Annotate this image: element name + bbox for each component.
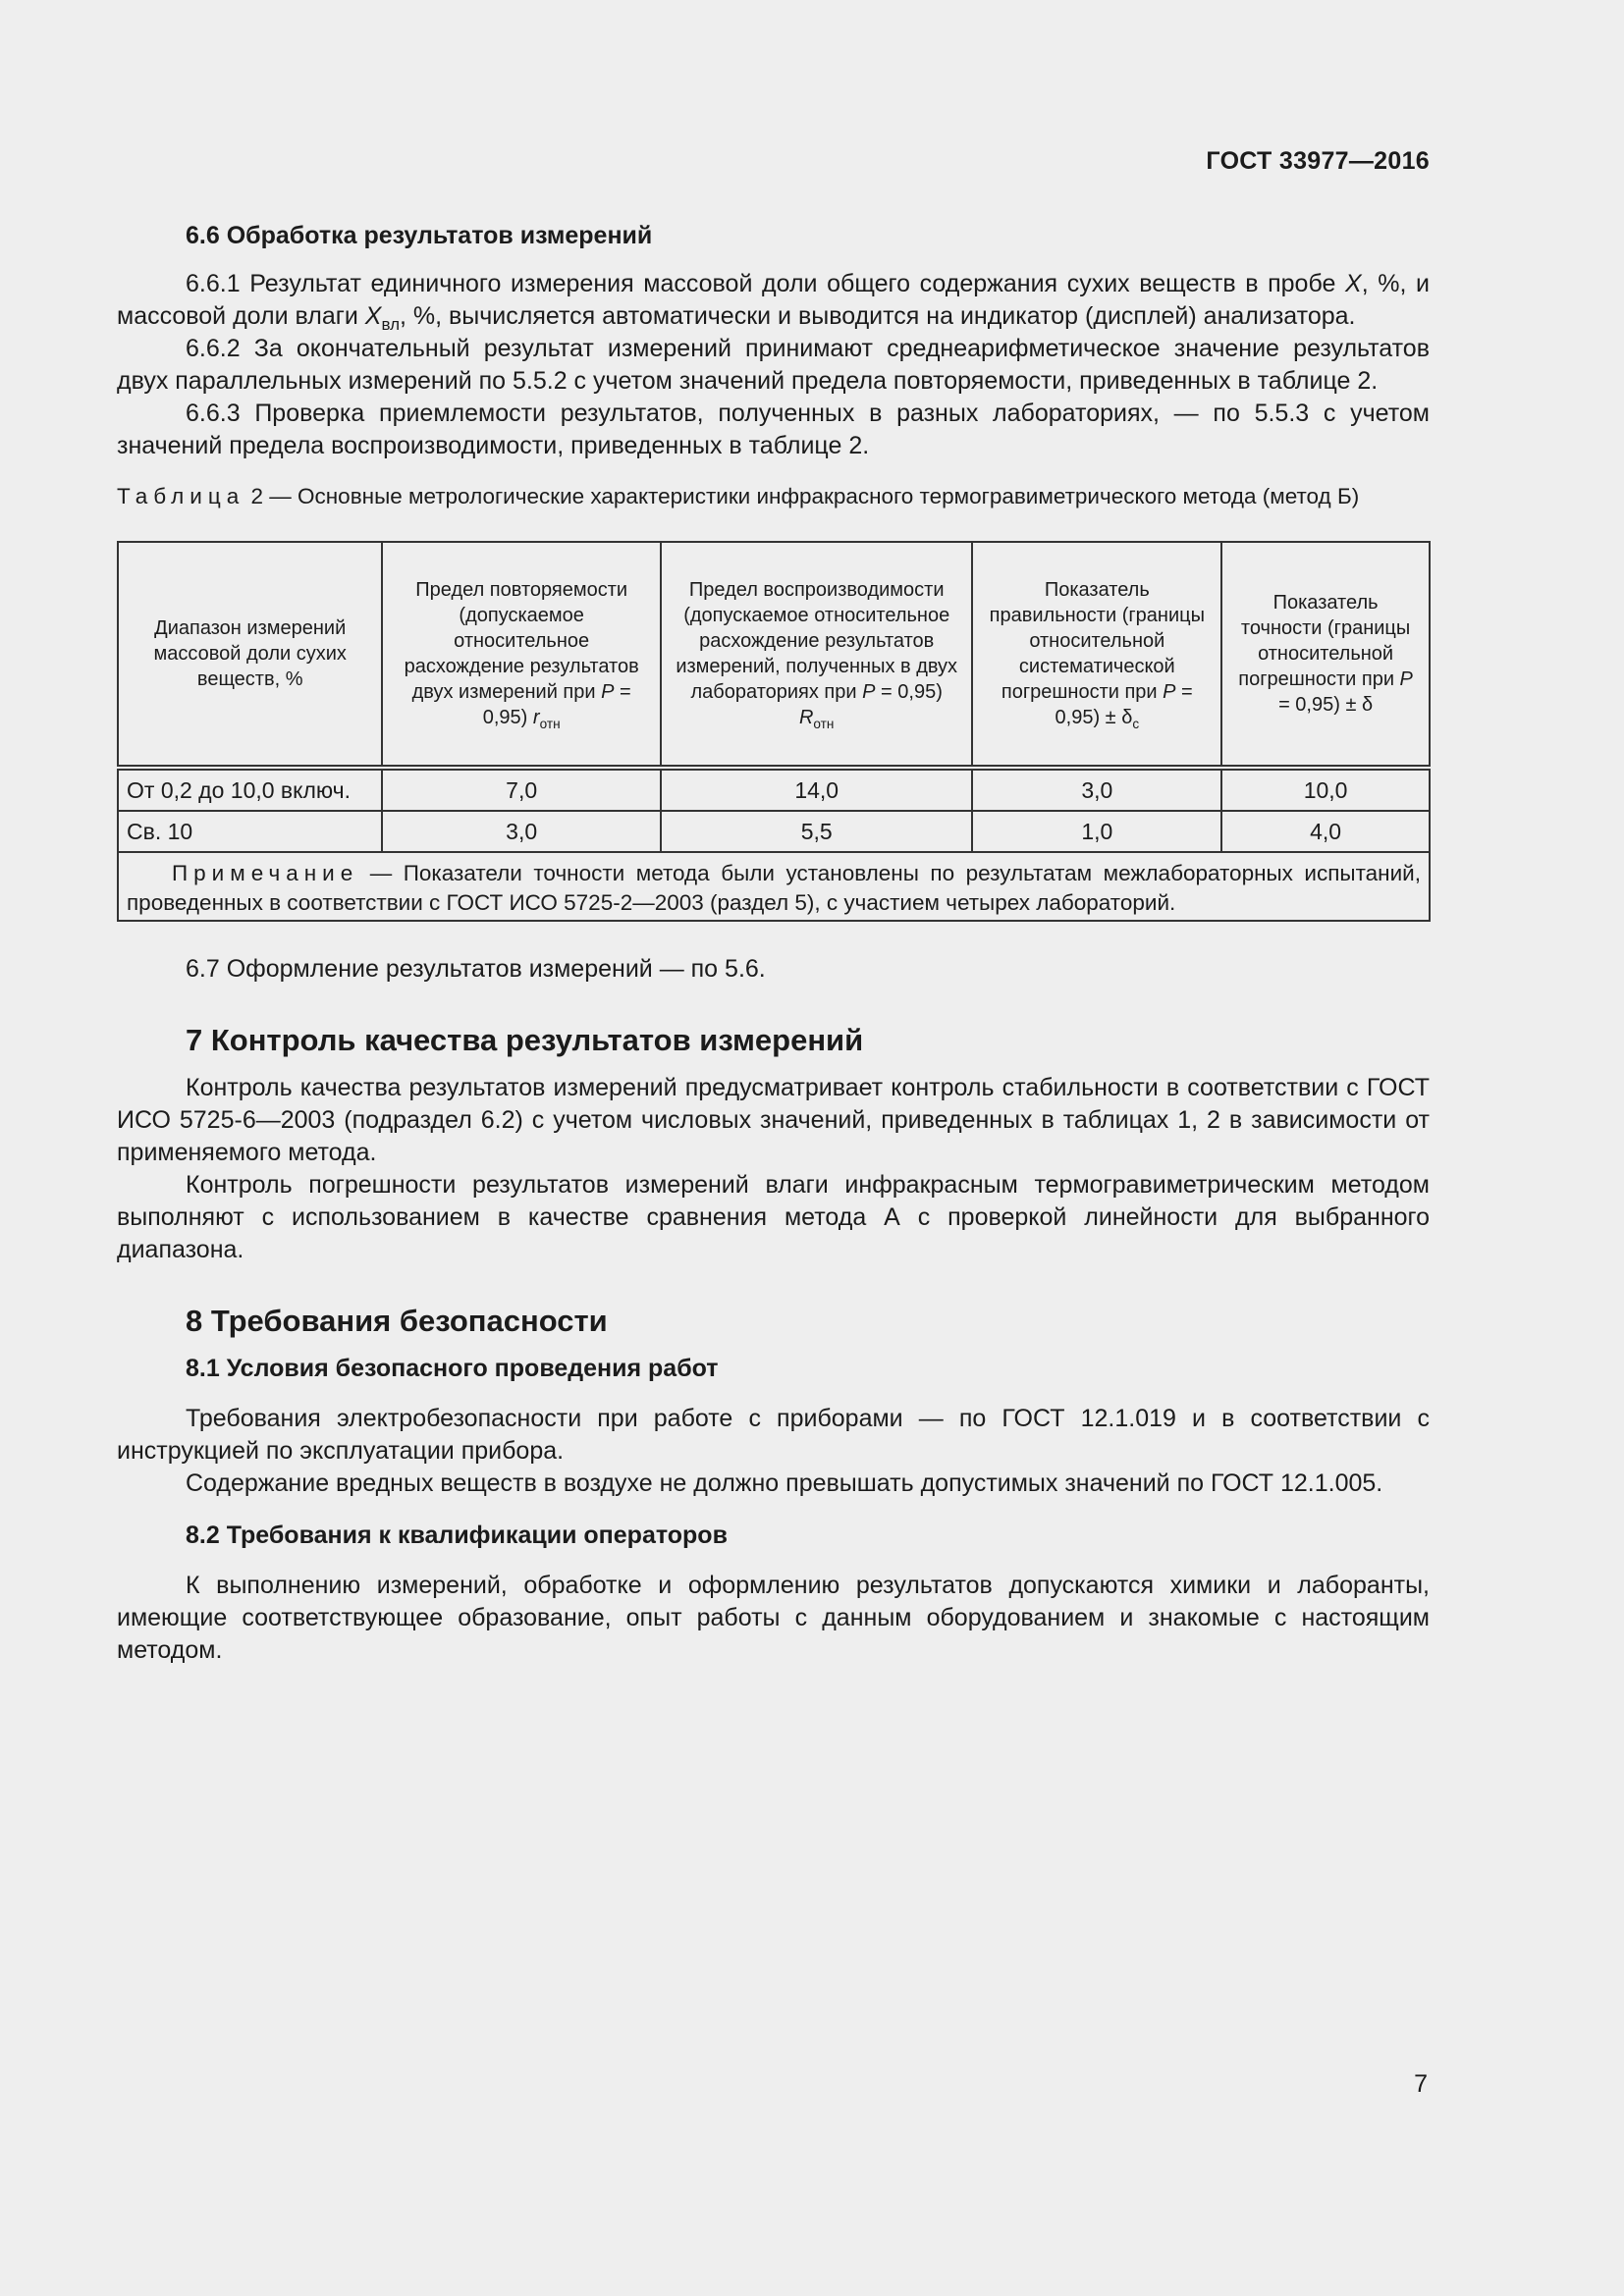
cell-R: 5,5 [661,811,973,852]
paragraph-8-2-1: К выполнению измерений, обработке и оформлению результатов допускаются химики и лаборанты, имеющие соответствующее образование, опыт работы с данным оборудованием и знакомые с настоящим методом. [117,1572,1430,1664]
paragraph-6-7: 6.7 Оформление результатов измерений — по 5.6. [186,955,766,983]
section-8-title: 8 Требования безопасности [186,1304,608,1338]
table-row [118,768,1430,811]
table-note-row [118,852,1430,921]
cell-d: 4,0 [1221,811,1430,852]
page-number: 7 [1414,2070,1428,2098]
paragraph-8-1-1: Требования электробезопасности при работе с приборами — по ГОСТ 12.1.019 и в соответствии с инструкцией по эксплуатации прибора. [117,1405,1430,1465]
section-7-title: 7 Контроль качества результатов измерений [186,1023,864,1057]
symbol-x: X [1345,270,1362,297]
table-2-caption: Таблица 2 — Основные метрологические характеристики инфракрасного термогравиметрического метода (метод Б) [117,484,1360,508]
cell-R: 14,0 [661,768,973,811]
cell-range: От 0,2 до 10,0 включ. [118,768,382,811]
cell-dc: 3,0 [972,768,1221,811]
paragraph-6-6-1: 6.6.1 Результат единичного измерения массовой доли общего содержания сухих веществ в пробе X, %, и массовой доли влаги $X_{вл}$, %, вычисляется автоматически и выводится на индикатор (дисплей) анализатора. [117,270,1430,334]
header-trueness: Показатель правильности (границы относительной систематической погрешности при $P = 0,95) \pm \delta_c$ [972,542,1221,768]
paragraph-7-1: Контроль качества результатов измерений предусматривает контроль стабильности в соответствии с ГОСТ ИСО 5725-6—2003 (подраздел 6.2) с учетом числовых значений, приведенных в таблицах 1, 2 в зависимости от применяемого метода. [117,1074,1430,1166]
section-6-6-title: 6.6 Обработка результатов измерений [186,222,653,249]
section-8-2-title: 8.2 Требования к квалификации операторов [186,1522,728,1549]
table-2 [117,541,1431,922]
cell-range: Св. 10 [118,811,382,852]
symbol-x-vl: X [364,302,382,330]
paragraph-6-6-2: 6.6.2 За окончательный результат измерений принимают среднеарифметическое значение результатов двух параллельных измерений по 5.5.2 с учетом значений предела повторяемости, приведенных в таблице 2. [117,335,1430,395]
cell-d: 10,0 [1221,768,1430,811]
paragraph-7-2: Контроль погрешности результатов измерений влаги инфракрасным термогравиметрическим методом выполняют с использованием в качестве сравнения метода А с проверкой линейности для выбранного диапазона. [117,1171,1430,1263]
header-reproducibility: Предел воспроизводимости (допускаемое относительное расхождение результатов измерений, полученных в двух лабораториях при P = 0,95) $R_{отн}$ [661,542,973,768]
table-row [118,811,1430,852]
paragraph-8-1-2: Содержание вредных веществ в воздухе не должно превышать допустимых значений по ГОСТ 12.1.005. [186,1469,1383,1497]
page-content [117,220,1430,1667]
cell-r: 7,0 [382,768,661,811]
cell-dc: 1,0 [972,811,1221,852]
paragraph-6-6-3: 6.6.3 Проверка приемлемости результатов, полученных в разных лабораториях, — по 5.5.3 с учетом значений предела воспроизводимости, приведенных в таблице 2. [117,400,1430,459]
section-8-1-title: 8.1 Условия безопасного проведения работ [186,1355,719,1382]
table-note: Примечание — Показатели точности метода были установлены по результатам межлабораторных испытаний, проведенных в соответствии с ГОСТ ИСО 5725-2—2003 (раздел 5), с участием четырех лабораторий. [118,852,1430,921]
table-header-row [118,542,1430,768]
document-id-header: ГОСТ 33977—2016 [1206,147,1430,175]
cell-r: 3,0 [382,811,661,852]
header-range: Диапазон измерений массовой доли сухих веществ, % [118,542,382,768]
header-repeatability: Предел повторяемости (допускаемое относительное расхождение результатов двух измерений при P = 0,95) $r_{отн}$ [382,542,661,768]
header-accuracy: Показатель точности (границы относительной погрешности при P = 0,95) ± δ [1221,542,1430,768]
